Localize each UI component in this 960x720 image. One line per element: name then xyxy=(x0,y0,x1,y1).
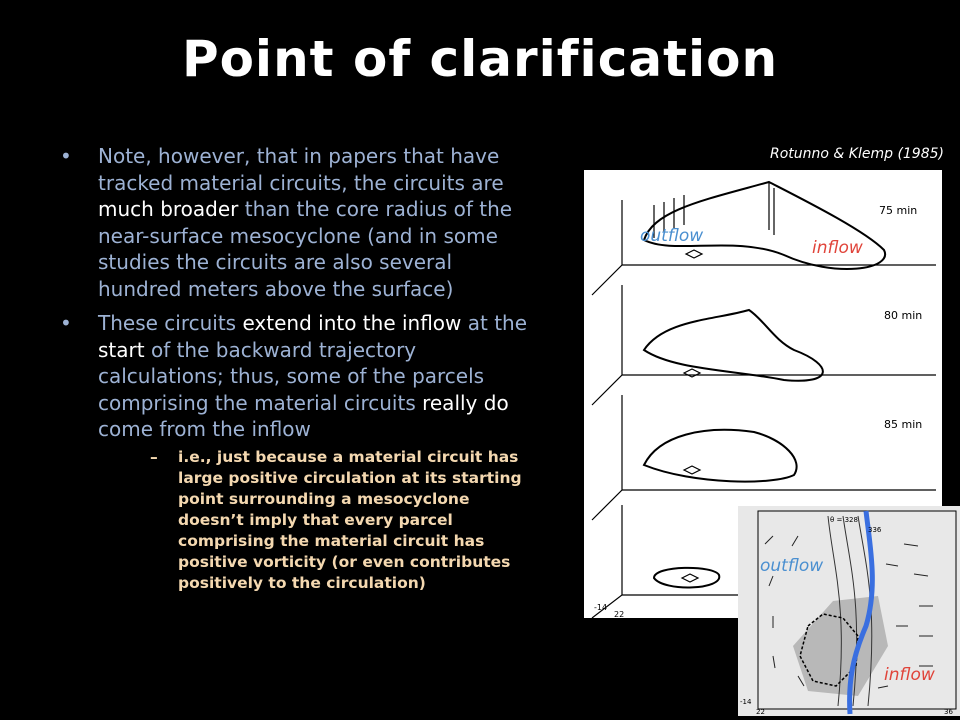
axis-tick-label: 36 xyxy=(944,708,953,716)
mesocyclone-marker xyxy=(686,250,702,258)
bullet-text: than the core radius of the near-surface mesocyclone (and in some studies the circuits are also several hundred meters above the surface) xyxy=(98,197,513,301)
panel-time-label: 75 min xyxy=(879,204,918,217)
outflow-label: outflow xyxy=(760,556,824,576)
bullet-list xyxy=(60,143,530,602)
figure-caption: Rotunno & Klemp (1985) xyxy=(770,146,944,162)
bullet-glyph: • xyxy=(60,311,72,335)
circuit-90min xyxy=(654,568,719,588)
bullet-text: come from the inflow xyxy=(98,417,311,441)
wind-field-figure xyxy=(738,506,960,716)
mesocyclone-marker xyxy=(682,574,698,582)
panel-axis-frame xyxy=(592,505,625,618)
slide-title: Point of clarification xyxy=(181,30,779,88)
sub-bullet xyxy=(98,447,530,594)
inflow-label: inflow xyxy=(812,238,863,258)
emphasis-text: much broader xyxy=(98,197,239,221)
axis-tick-label: -14 xyxy=(594,603,608,612)
inflow-label: inflow xyxy=(884,665,935,685)
panel-axis-frame xyxy=(592,285,622,405)
axis-tick-label: 22 xyxy=(756,708,765,716)
contour-label: θ = 328 xyxy=(830,516,858,524)
mesocyclone-marker xyxy=(684,466,700,474)
panel-axis-frame xyxy=(592,395,622,520)
dash-glyph: – xyxy=(150,447,158,466)
circuit-85min xyxy=(644,430,797,482)
contour-label: 336 xyxy=(868,526,882,534)
emphasis-text: start xyxy=(98,337,145,362)
emphasis-text: extend into the inflow xyxy=(242,311,462,335)
bullet-text: These circuits xyxy=(98,311,243,335)
bullet-item xyxy=(60,143,530,302)
bullet-text: Note, however, that in papers that have tracked material circuits, the circuits are xyxy=(98,144,504,195)
panel-time-label: 85 min xyxy=(884,418,923,431)
emphasis-text: really do xyxy=(422,390,509,415)
axis-tick-label: 22 xyxy=(614,610,625,618)
outflow-label: outflow xyxy=(640,226,704,246)
circuit-80min xyxy=(644,310,823,381)
bullet-text: at the xyxy=(461,311,528,335)
bullet-glyph: • xyxy=(60,144,72,168)
bullet-item xyxy=(60,310,530,594)
axis-tick-label: -14 xyxy=(740,698,752,706)
bullet-text: of the backward trajectory calculations; thus, some of the parcels comprising the material circuits xyxy=(98,337,485,415)
panel-axis-frame xyxy=(592,200,622,295)
sub-bullet-text: i.e., just because a material circuit has large positive circulation at its starting point surrounding a mesocyclone doesn’t imply that every parcel comprising the material circuit has positive vorticity (or even contributes positively to the circulation) xyxy=(178,447,522,592)
mesocyclone-marker xyxy=(684,369,700,377)
panel-time-label: 80 min xyxy=(884,309,923,322)
